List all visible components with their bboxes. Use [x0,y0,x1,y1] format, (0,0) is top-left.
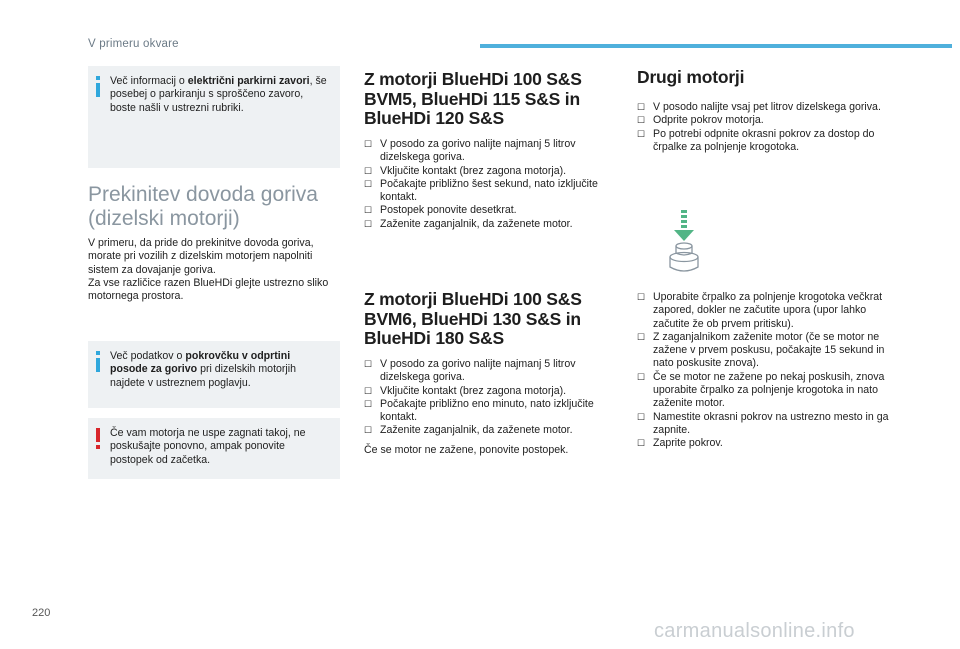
steps-other-engines-b [637,291,892,451]
section-title-bluehdi-bvm6: Z motorji BlueHDi 100 S&S BVM6, BlueHDi 130 S&S in BlueHDi 180 S&S [364,289,582,348]
info-box-text: Več informacij o električni parkirni zavori, še posebej o parkiranju s sproščeno zavoro, boste našli v ustrezni rubriki. [110,75,327,114]
steps-bluehdi-bvm5 [364,138,614,231]
step-item [364,385,614,398]
step-text: V posodo nalijte vsaj pet litrov dizelskega goriva. [653,101,881,113]
step-text: Če se motor ne zažene po nekaj poskusih, znova uporabite črpalko za polnjenje krogotoka in nato zaženite motor. [653,370,885,410]
checkbox-icon: ☐ [637,128,646,139]
header-accent-bar [480,44,952,48]
info-icon [96,76,100,97]
step-text: Po potrebi odpnite okrasni pokrov za dostop do črpalke za polnjenje krogotoka. [653,127,875,153]
checkbox-icon: ☐ [637,115,646,126]
step-text: Odprite pokrov motorja. [653,114,764,127]
step-text: Počakajte približno eno minuto, nato izključite kontakt. [380,397,594,424]
running-header: V primeru okvare [88,38,179,50]
step-item [364,218,614,231]
checkbox-icon: ☐ [364,218,373,229]
checkbox-icon: ☐ [364,385,373,396]
step-item [364,204,614,217]
step-text: Vključite kontakt (brez zagona motorja). [380,164,567,177]
steps-bluehdi-bvm6 [364,358,614,438]
info-box-fuel-cap [88,341,340,408]
info-box-parking-brake [88,66,340,168]
step-item [637,291,892,331]
info-icon [96,351,100,372]
checkbox-icon: ☐ [637,331,646,342]
watermark: carmanualsonline.info [654,620,855,642]
warning-box [88,418,340,479]
checkbox-icon: ☐ [364,139,373,149]
step-item [364,165,614,178]
section-title-fuel-interruption: Prekinitev dovoda goriva (dizelski motorji) [88,183,318,230]
bluehdi-bvm6-note: Če se motor ne zažene, ponovite postopek. [364,444,569,456]
fuel-interruption-paragraph: V primeru, da pride do prekinitve dovoda goriva, morate pri vozilih z dizelskim motorjem napolniti sistem za dovajanje goriva. Za vse različice razen BlueHDi glejte ustrezno sliko motornega prostora. [88,237,329,303]
step-item [364,398,614,425]
checkbox-icon: ☐ [364,205,373,216]
step-item [637,371,892,411]
checkbox-icon: ☐ [637,411,646,422]
step-text: V posodo za gorivo nalijte najmanj 5 litrov dizelskega goriva. [380,358,576,384]
step-text: Počakajte približno šest sekund, nato izključite kontakt. [380,177,598,204]
section-title-other-engines: Drugi motorji [637,67,745,87]
step-text: Vključite kontakt (brez zagona motorja). [380,384,567,397]
checkbox-icon: ☐ [364,165,373,176]
checkbox-icon: ☐ [637,438,646,449]
page-number: 220 [32,607,51,619]
info-box-text: Več podatkov o pokrovčku v odprtini posode za gorivo pri dizelskih motorjih najdete v ustreznem poglavju. [110,350,297,389]
step-item [364,138,614,165]
checkbox-icon: ☐ [364,178,373,189]
step-text: Postopek ponovite desetkrat. [380,204,517,217]
step-text: V posodo za gorivo nalijte najmanj 5 litrov dizelskega goriva. [380,138,576,164]
checkbox-icon: ☐ [637,292,646,302]
step-item [364,424,614,437]
step-item [364,358,614,385]
step-item [637,114,892,127]
checkbox-icon: ☐ [364,359,373,369]
warning-icon [96,428,100,449]
step-item [637,411,892,438]
checkbox-icon: ☐ [364,425,373,436]
step-item [637,331,892,371]
step-item [637,101,892,114]
step-text: Zaženite zaganjalnik, da zaženete motor. [380,424,573,437]
step-item [364,178,614,205]
step-text: Zaprite pokrov. [653,437,723,450]
steps-other-engines-a [637,101,892,154]
warning-box-text: Če vam motorja ne uspe zagnati takoj, ne poskušajte ponovno, ampak ponovite postopek od začetka. [110,427,306,466]
step-item [637,128,892,155]
step-text: Z zaganjalnikom zaženite motor (če se motor ne zažene v prvem poskusu, počakajte 15 sekund in nato poskusite znova). [653,330,885,370]
checkbox-icon: ☐ [637,371,646,382]
step-text: Namestite okrasni pokrov na ustrezno mesto in ga zapnite. [653,410,889,436]
step-text: Uporabite črpalko za polnjenje krogotoka večkrat zapored, dokler ne začutite upora (upor lahko začutite že ob prvem pritisku). [653,291,883,330]
checkbox-icon: ☐ [637,102,646,112]
priming-pump-icon [664,210,704,280]
step-item [637,437,892,450]
section-title-bluehdi-bvm5: Z motorji BlueHDi 100 S&S BVM5, BlueHDi 115 S&S in BlueHDi 120 S&S [364,69,582,128]
step-text: Zaženite zaganjalnik, da zaženete motor. [380,217,573,230]
checkbox-icon: ☐ [364,398,373,409]
